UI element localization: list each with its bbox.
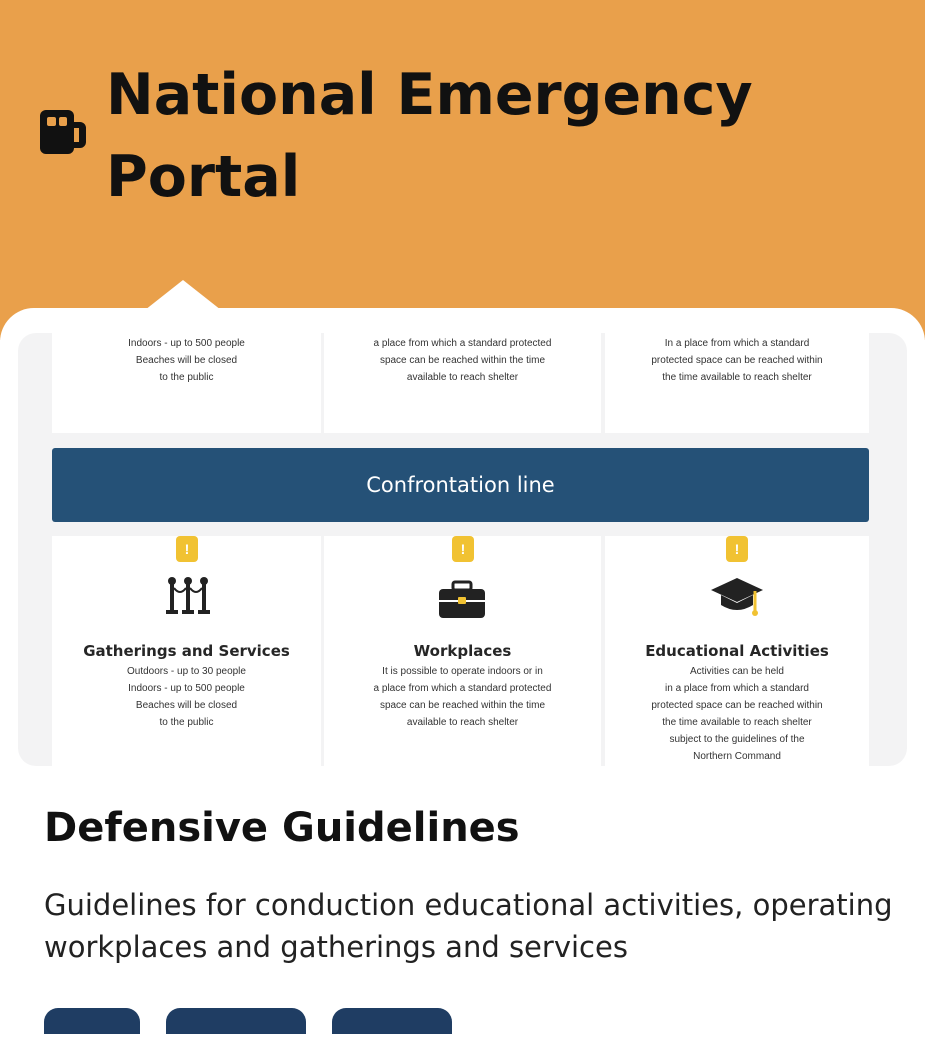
top-cell-gatherings: Indoors - up to 500 people Beaches will be closed to the public [52, 333, 321, 433]
section-title: Defensive Guidelines [44, 805, 520, 851]
warning-badge: ! [726, 536, 748, 562]
section-description: Guidelines for conduction educational activities, operating workplaces and gatherings and services [44, 888, 893, 964]
confrontation-line-banner: Confrontation line [52, 448, 869, 522]
card-title-gatherings: Gatherings and Services [83, 642, 290, 660]
card-education: ! Educational Activities Activities can be held in a place from which a standard protected space can be reached within the time available to reach shelter subject to the guidelines of the Northern Command [605, 536, 869, 766]
guidelines-preview-image[interactable] [18, 333, 907, 766]
portal-app-icon [38, 108, 88, 156]
card-title-education: Educational Activities [645, 642, 829, 660]
sheet-notch [145, 280, 221, 310]
card-title-workplaces: Workplaces [413, 642, 512, 660]
portal-header [0, 0, 925, 340]
card-workplaces: ! Workplaces It is possible to operate indoors or in a place from which a standard protected space can be reached within the time available to reach shelter [324, 536, 601, 766]
graduation-cap-icon [709, 576, 765, 624]
top-cell-education: In a place from which a standard protected space can be reached within the time available to reach shelter [605, 333, 869, 433]
warning-badge: ! [452, 536, 474, 562]
top-cell-workplaces: a place from which a standard protected space can be reached within the time available to reach shelter [324, 333, 601, 433]
card-gatherings: ! Gatherings and Services Outdoors - up to 30 people Indoors - up to 500 people Beaches will be closed to the public [52, 536, 321, 766]
next-link-peek[interactable] [44, 1008, 564, 1048]
warning-badge: ! [176, 536, 198, 562]
briefcase-icon [437, 580, 487, 620]
stanchions-icon [162, 576, 212, 616]
page-title: National Emergency Portal [106, 62, 753, 210]
